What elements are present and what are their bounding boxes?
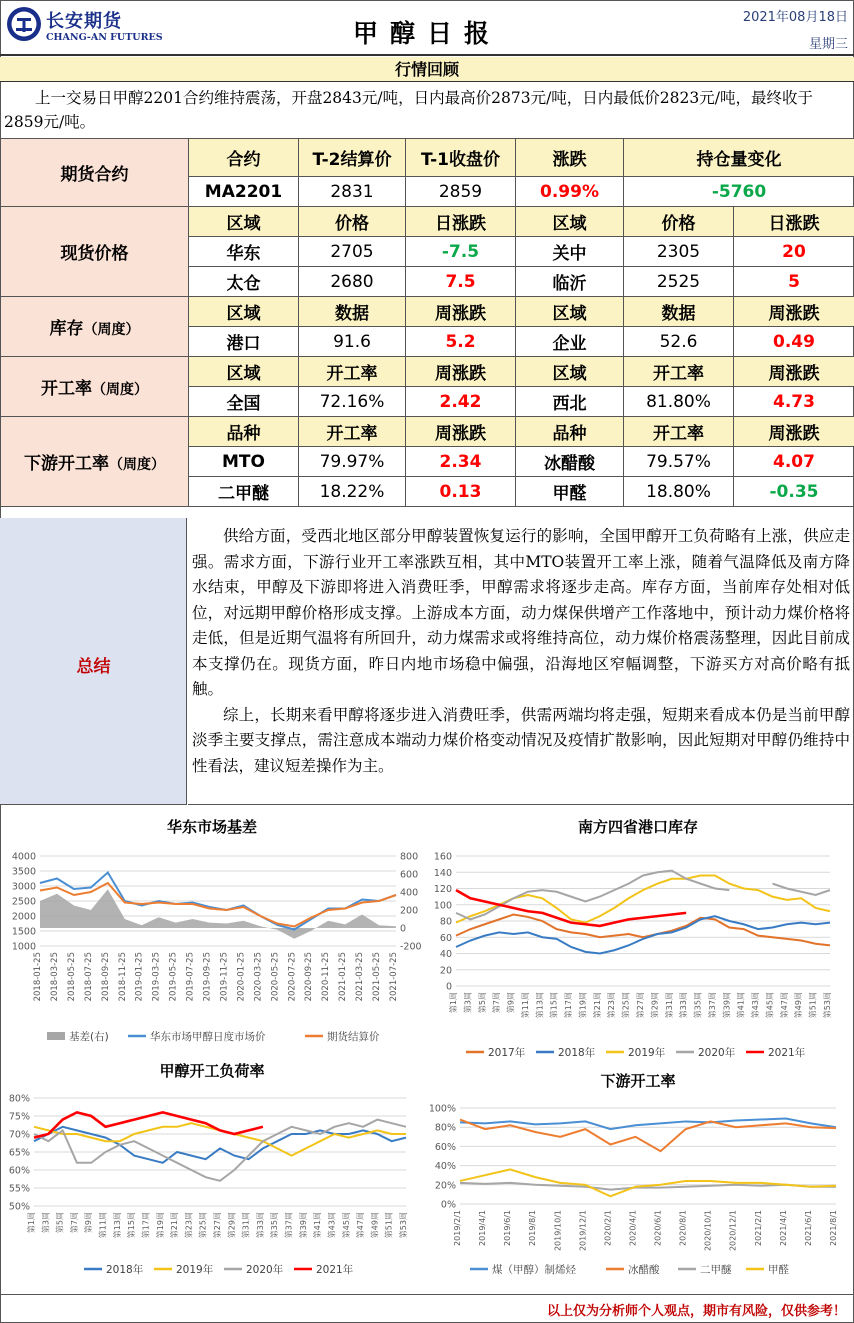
x-tick-label: 第53周 [823, 992, 832, 1019]
y-tick-label: 160 [433, 851, 452, 863]
futures-change: 0.99% [516, 177, 624, 207]
x-tick-label: 第5周 [55, 1212, 65, 1234]
x-tick-label: 第53周 [399, 1212, 408, 1239]
x-tick-label: 2021/2/1 [753, 1210, 763, 1246]
x-tick-label: 2018-11-25 [117, 952, 128, 1002]
x-tick-label: 第35周 [270, 1212, 280, 1239]
downstream-header: 开工率 [299, 417, 406, 447]
x-tick-label: 2019-01-25 [134, 952, 145, 1002]
x-tick-label: 2021-05-25 [372, 952, 383, 1002]
series-line [456, 916, 830, 953]
y-tick-label: 80% [8, 1093, 30, 1105]
x-tick-label: 第21周 [170, 1212, 180, 1239]
downstream-rate-chart [426, 1064, 850, 1289]
legend-label: 冰醋酸 [628, 1264, 660, 1276]
y2-tick-label: 400 [400, 887, 419, 899]
y-tick-label: 1000 [11, 941, 36, 953]
x-tick-label: 2019-09-25 [202, 952, 213, 1002]
downstream-rate: 18.22% [299, 477, 406, 507]
spot-region: 关中 [516, 237, 624, 267]
inventory-header: 区域 [189, 297, 299, 327]
downstream-change: 2.34 [406, 447, 516, 477]
x-tick-label: 第37周 [707, 992, 717, 1019]
spot-change: -7.5 [406, 237, 516, 267]
x-tick-label: 第39周 [722, 992, 732, 1019]
legend-swatch [47, 1032, 65, 1040]
x-tick-label: 2020/4/1 [628, 1210, 638, 1246]
summary-label: 总结 [76, 657, 111, 677]
inventory-value: 91.6 [299, 327, 406, 357]
inventory-value: 52.6 [624, 327, 734, 357]
x-tick-label: 第17周 [564, 992, 574, 1019]
x-tick-label: 2020-01-25 [236, 952, 247, 1002]
x-tick-label: 2021-01-25 [338, 952, 349, 1002]
x-tick-label: 2020/12/1 [728, 1210, 738, 1252]
x-tick-label: 第13周 [112, 1212, 122, 1239]
series-line [34, 1120, 406, 1181]
x-tick-label: 第29周 [650, 992, 660, 1019]
operating-header: 周涨跌 [734, 357, 854, 387]
x-tick-label: 第51周 [808, 992, 818, 1019]
x-tick-label: 2021/8/1 [829, 1210, 838, 1246]
series-line [456, 871, 830, 920]
downstream-change: -0.35 [734, 477, 854, 507]
y-tick-label: 100% [428, 1103, 456, 1115]
x-tick-label: 2019-11-25 [219, 952, 230, 1002]
spot-header: 价格 [299, 207, 406, 237]
x-tick-label: 2020-03-25 [253, 952, 264, 1002]
legend-label: 2018年 [558, 1047, 596, 1059]
operating-header: 区域 [516, 357, 624, 387]
operating-rate: 72.16% [299, 387, 406, 417]
x-tick-label: 2020/2/1 [603, 1210, 613, 1246]
x-tick-label: 第47周 [779, 992, 789, 1019]
downstream-header: 品种 [516, 417, 624, 447]
x-tick-label: 2021-03-25 [355, 952, 366, 1002]
x-tick-label: 第49周 [794, 992, 804, 1019]
legend-label: 2021年 [316, 1264, 354, 1276]
x-tick-label: 第3周 [41, 1212, 51, 1234]
spot-region: 临沂 [516, 267, 624, 297]
operating-header: 区域 [189, 357, 299, 387]
x-tick-label: 第11周 [98, 1212, 108, 1239]
y-tick-label: 120 [433, 884, 452, 895]
x-tick-label: 第33周 [255, 1212, 265, 1239]
x-tick-label: 2020-07-25 [287, 952, 298, 1002]
downstream-header: 品种 [189, 417, 299, 447]
x-tick-label: 第7周 [69, 1212, 79, 1234]
x-tick-label: 第17周 [141, 1212, 151, 1239]
y-tick-label: 20 [439, 965, 452, 977]
x-tick-label: 第39周 [298, 1212, 308, 1239]
downstream-header: 周涨跌 [734, 417, 854, 447]
legend-label: 二甲醚 [700, 1264, 732, 1276]
y2-tick-label: 200 [400, 905, 419, 917]
x-tick-label: 第33周 [679, 992, 689, 1019]
y2-tick-label: 0 [400, 923, 407, 935]
port-inventory-chart-svg [426, 810, 850, 1060]
operating-change: 4.73 [734, 387, 854, 417]
y-tick-label: 140 [433, 867, 452, 879]
x-tick-label: 第31周 [664, 992, 674, 1019]
x-tick-label: 第31周 [241, 1212, 251, 1239]
x-tick-label: 第25周 [621, 992, 631, 1019]
inventory-change: 5.2 [406, 327, 516, 357]
review-text: 上一交易日甲醇2201合约维持震荡，开盘2843元/吨，日内最高价2873元/吨，日内最低价2823元/吨，最终收于2859元/吨。 [4, 89, 813, 131]
legend-label: 煤（甲醇）制烯烃 [492, 1264, 576, 1276]
x-tick-label: 2018-01-25 [33, 952, 43, 1002]
legend-label: 2021年 [768, 1047, 806, 1059]
x-tick-label: 第27周 [213, 1212, 222, 1239]
operating-rate: 81.80% [624, 387, 734, 417]
legend-label: 华东市场甲醇日度市场价 [150, 1031, 266, 1043]
y-tick-label: 20% [434, 1180, 456, 1192]
x-tick-label: 第3周 [463, 992, 473, 1014]
downstream-header: 周涨跌 [406, 417, 516, 447]
operating-category [1, 357, 189, 417]
spot-header: 日涨跌 [406, 207, 516, 237]
y-tick-label: 80% [434, 1122, 456, 1134]
spot-header: 区域 [516, 207, 624, 237]
x-tick-label: 2019/4/1 [478, 1210, 488, 1246]
y-tick-label: 3000 [11, 881, 36, 893]
inventory-region: 企业 [516, 327, 624, 357]
downstream-product: MTO [189, 447, 299, 477]
y-tick-label: 0% [440, 1199, 456, 1211]
operating-period: （周度） [92, 382, 148, 398]
series-line [34, 1127, 406, 1163]
operating-header: 开工率 [299, 357, 406, 387]
spot-price: 2525 [624, 267, 734, 297]
x-tick-label: 2020-05-25 [270, 952, 281, 1002]
summary-label-cell [0, 518, 187, 805]
y-tick-label: 4000 [11, 851, 36, 863]
inventory-header: 周涨跌 [734, 297, 854, 327]
chart-title: 南方四省港口库存 [577, 818, 698, 836]
spot-category: 现货价格 [1, 207, 189, 297]
company-name-cn: 长安期货 [46, 11, 122, 32]
downstream-product: 冰醋酸 [516, 447, 624, 477]
operating-header: 周涨跌 [406, 357, 516, 387]
x-tick-label: 2019/2/1 [453, 1210, 462, 1246]
x-tick-label: 第37周 [284, 1212, 294, 1239]
x-tick-label: 2021/6/1 [803, 1210, 813, 1246]
y-tick-label: 70% [8, 1129, 30, 1141]
summary-text [188, 518, 854, 805]
futures-close-price: 2859 [406, 177, 516, 207]
legend-label: 基差(右) [69, 1031, 109, 1043]
x-tick-label: 2019/6/1 [503, 1210, 513, 1246]
futures-header: 持仓量变化 [624, 139, 854, 177]
report-weekday: 星期三 [808, 37, 848, 52]
spot-change: 5 [734, 267, 854, 297]
legend-label: 2018年 [106, 1264, 144, 1276]
x-tick-label: 2018-09-25 [100, 952, 111, 1002]
downstream-rate: 79.97% [299, 447, 406, 477]
spot-price: 2305 [624, 237, 734, 267]
x-tick-label: 第45周 [341, 1212, 351, 1239]
downstream-label: 下游开工率 [24, 454, 109, 474]
operating-region: 西北 [516, 387, 624, 417]
x-tick-label: 第9周 [506, 992, 516, 1014]
summary-paragraph: 综上，长期来看甲醇将逐步进入消费旺季，供需两端均将走强，短期来看成本仍是当前甲醇淡季主要支撑点，需注意成本端动力煤价格变动情况及疫情扩散影响，因此短期对甲醇仍维持中性看法，建议短差操作为主。 [192, 705, 850, 775]
x-tick-label: 2019-03-25 [151, 952, 162, 1002]
x-tick-label: 2018-05-25 [66, 952, 77, 1002]
inventory-category [1, 297, 189, 357]
downstream-rate: 79.57% [624, 447, 734, 477]
operating-label: 开工率 [41, 379, 92, 399]
legend-label: 2020年 [246, 1264, 284, 1276]
y-tick-label: 3500 [11, 866, 36, 878]
x-tick-label: 2019/10/1 [553, 1210, 563, 1252]
market-data-table [0, 138, 854, 507]
operating-rate-chart-svg [2, 1056, 422, 1286]
downstream-period: （周度） [109, 457, 165, 473]
downstream-product: 二甲醚 [189, 477, 299, 507]
x-tick-label: 第27周 [636, 992, 645, 1019]
y-tick-label: 2500 [11, 896, 36, 908]
spot-change: 20 [734, 237, 854, 267]
x-tick-label: 第43周 [751, 992, 761, 1019]
x-tick-label: 第43周 [327, 1212, 337, 1239]
y2-tick-label: 600 [400, 869, 419, 881]
x-tick-label: 2018-03-25 [49, 952, 60, 1002]
disclaimer: 以上仅为分析师个人观点，期市有风险，仅供参考！ [546, 1304, 846, 1319]
x-tick-label: 第11周 [520, 992, 530, 1019]
x-tick-label: 第1周 [27, 1212, 36, 1234]
chart-title: 甲醇开工负荷率 [159, 1062, 265, 1080]
x-tick-label: 第15周 [127, 1212, 137, 1239]
downstream-header: 开工率 [624, 417, 734, 447]
x-tick-label: 2021-07-25 [389, 952, 399, 1002]
legend-label: 2019年 [176, 1264, 214, 1276]
x-tick-label: 2018-07-25 [83, 952, 94, 1002]
company-name-en: CHANG-AN FUTURES [46, 32, 163, 43]
downstream-change: 4.07 [734, 447, 854, 477]
summary-paragraph: 供给方面，受西北地区部分甲醇装置恢复运行的影响，全国甲醇开工负荷略有上涨，供应走强。需求方面，下游行业开工率涨跌互相，其中MTO装置开工率上涨，随着气温降低及南方降水结束，甲醇及下游即将进入消费旺季，甲醇需求将逐步走高。库存方面，当前库存处相对低位，对远期甲醇价格形成支撑。上游成本方面，动力煤保供增产工作落地中，预计动力煤价格将走低，但是近期气温将有所回升，动力煤需求或将维持高位，动力煤价格震荡整理，因此目前成本支撑仍在。现货方面，昨日内地市场稳中偏强，沿海地区窄幅调整，下游买方对高价略有抵触。 [192, 527, 850, 698]
x-tick-label: 2019-07-25 [185, 952, 196, 1002]
y-tick-label: 2000 [11, 911, 36, 923]
series-line [456, 915, 830, 946]
y-tick-label: 0 [445, 981, 452, 993]
x-tick-label: 第41周 [313, 1212, 323, 1239]
report-date: 2021年08月18日 [742, 10, 848, 25]
operating-region: 全国 [189, 387, 299, 417]
futures-oi-change: -5760 [624, 177, 854, 207]
x-tick-label: 2020/10/1 [703, 1210, 713, 1252]
x-tick-label: 2019/8/1 [528, 1210, 538, 1246]
legend-label: 2017年 [488, 1047, 526, 1059]
y-tick-label: 75% [8, 1111, 30, 1123]
port-inventory-chart [426, 810, 850, 1060]
review-section-title: 行情回顾 [0, 57, 854, 82]
inventory-change: 0.49 [734, 327, 854, 357]
inventory-region: 港口 [189, 327, 299, 357]
x-tick-label: 2020/6/1 [653, 1210, 663, 1246]
x-tick-label: 第45周 [765, 992, 775, 1019]
spot-region: 华东 [189, 237, 299, 267]
inventory-header: 周涨跌 [406, 297, 516, 327]
legend-label: 2020年 [698, 1047, 736, 1059]
inventory-label: 库存 [49, 319, 84, 339]
x-tick-label: 第19周 [578, 992, 588, 1019]
legend-label: 甲醛 [768, 1264, 789, 1276]
spot-price: 2705 [299, 237, 406, 267]
x-tick-label: 第23周 [607, 992, 617, 1019]
x-tick-label: 2020-09-25 [304, 952, 315, 1002]
report-header [0, 0, 854, 56]
report-title: 甲醇日报 [352, 19, 501, 48]
x-tick-label: 第29周 [227, 1212, 237, 1239]
futures-header: 合约 [189, 139, 299, 177]
x-tick-label: 第19周 [155, 1212, 165, 1239]
x-tick-label: 第9周 [84, 1212, 94, 1234]
y-tick-label: 55% [8, 1183, 30, 1195]
downstream-product: 甲醛 [516, 477, 624, 507]
x-tick-label: 第41周 [736, 992, 746, 1019]
x-tick-label: 第15周 [549, 992, 559, 1019]
x-tick-label: 第1周 [449, 992, 458, 1014]
futures-category: 期货合约 [1, 139, 189, 207]
x-tick-label: 第25周 [198, 1212, 208, 1239]
x-tick-label: 2019-05-25 [168, 952, 179, 1002]
y-tick-label: 60 [439, 932, 452, 944]
legend-label: 期货结算价 [327, 1031, 380, 1043]
downstream-change: 0.13 [406, 477, 516, 507]
y-tick-label: 65% [8, 1147, 30, 1159]
x-tick-label: 第51周 [384, 1212, 394, 1239]
x-tick-label: 第5周 [477, 992, 487, 1014]
operating-header: 开工率 [624, 357, 734, 387]
spot-header: 价格 [624, 207, 734, 237]
inventory-header: 数据 [299, 297, 406, 327]
y-tick-label: 40 [439, 949, 452, 960]
basis-chart [2, 810, 422, 1055]
y-tick-label: 80 [439, 916, 452, 928]
futures-header: T-2结算价 [299, 139, 406, 177]
x-tick-label: 2019/12/1 [578, 1210, 588, 1252]
operating-rate-chart [2, 1056, 422, 1286]
y-tick-label: 60% [434, 1141, 456, 1153]
inventory-header: 区域 [516, 297, 624, 327]
legend-label: 2019年 [628, 1047, 666, 1059]
y-tick-label: 1500 [11, 926, 36, 938]
x-tick-label: 2020-11-25 [321, 952, 332, 1002]
inventory-period: （周度） [83, 322, 140, 338]
futures-contract: MA2201 [189, 177, 299, 207]
x-tick-label: 第47周 [356, 1212, 366, 1239]
x-tick-label: 第35周 [693, 992, 703, 1019]
inventory-header: 数据 [624, 297, 734, 327]
x-tick-label: 2020/8/1 [678, 1210, 688, 1246]
y-tick-label: 50% [8, 1201, 30, 1213]
basis-chart-svg [2, 810, 422, 1055]
y-tick-label: 40% [434, 1161, 456, 1173]
downstream-rate: 18.80% [624, 477, 734, 507]
futures-settle-price: 2831 [299, 177, 406, 207]
chart-title: 下游开工率 [600, 1072, 676, 1090]
spot-price: 2680 [299, 267, 406, 297]
x-tick-label: 2021/4/1 [778, 1210, 788, 1246]
x-tick-label: 第13周 [535, 992, 545, 1019]
series-line [34, 1123, 406, 1155]
downstream-category [1, 417, 189, 507]
downstream-rate-chart-svg [426, 1064, 850, 1289]
x-tick-label: 第7周 [492, 992, 502, 1014]
y-tick-label: 100 [433, 900, 452, 912]
spot-change: 7.5 [406, 267, 516, 297]
spot-header: 区域 [189, 207, 299, 237]
operating-change: 2.42 [406, 387, 516, 417]
chart-title: 华东市场基差 [166, 818, 257, 836]
futures-header: 涨跌 [516, 139, 624, 177]
y2-tick-label: -200 [400, 941, 422, 953]
spot-header: 日涨跌 [734, 207, 854, 237]
y2-tick-label: 800 [400, 851, 419, 863]
y-tick-label: 60% [8, 1165, 30, 1177]
futures-header: T-1收盘价 [406, 139, 516, 177]
x-tick-label: 第21周 [592, 992, 602, 1019]
x-tick-label: 第49周 [370, 1212, 380, 1239]
footer-divider [0, 1294, 854, 1295]
x-tick-label: 第23周 [184, 1212, 194, 1239]
spot-region: 太仓 [189, 267, 299, 297]
